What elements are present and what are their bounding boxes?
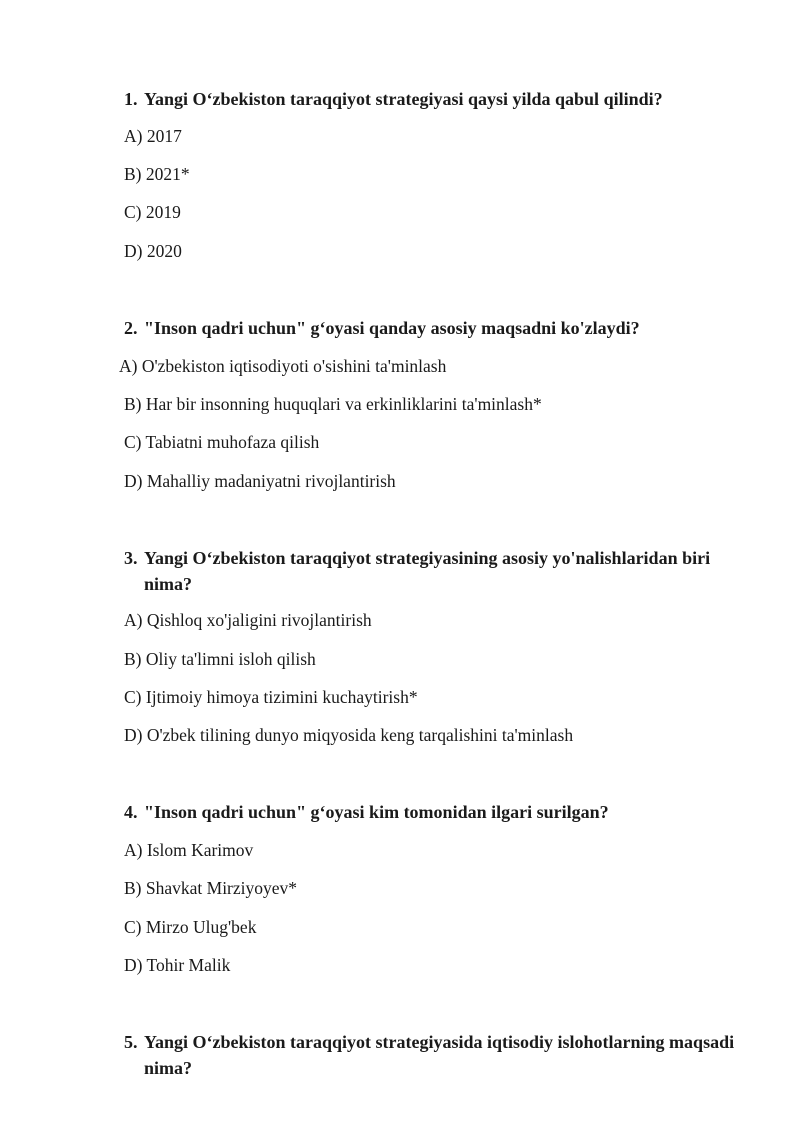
option-a: A) Islom Karimov bbox=[124, 840, 254, 860]
question-text: Yangi O‘zbekiston taraqqiyot strategiyasida iqtisodiy islohotlarning maqsadi nima? bbox=[144, 1032, 735, 1078]
option-d: D) Mahalliy madaniyatni rivojlantirish bbox=[124, 471, 396, 491]
question-number: 3. bbox=[124, 548, 138, 568]
question-number: 4. bbox=[124, 802, 138, 822]
question-5 bbox=[124, 1029, 744, 1081]
option-b: B) Har bir insonning huquqlari va erkinliklarini ta'minlash* bbox=[124, 394, 542, 414]
question-number: 1. bbox=[124, 89, 138, 109]
option-c: C) Tabiatni muhofaza qilish bbox=[124, 432, 320, 452]
option-a: A) Qishloq xo'jaligini rivojlantirish bbox=[124, 610, 372, 630]
option-c: C) Mirzo Ulug'bek bbox=[124, 917, 257, 937]
question-2 bbox=[124, 315, 744, 341]
question-text: Yangi O‘zbekiston taraqqiyot strategiyasining asosiy yo'nalishlaridan biri nima? bbox=[144, 548, 711, 594]
question-number: 5. bbox=[124, 1032, 138, 1052]
question-1 bbox=[124, 86, 744, 112]
option-c: C) 2019 bbox=[124, 202, 181, 222]
option-d: D) O'zbek tilining dunyo miqyosida keng tarqalishini ta'minlash bbox=[124, 725, 574, 745]
option-d: D) 2020 bbox=[124, 241, 182, 261]
option-d: D) Tohir Malik bbox=[124, 955, 231, 975]
question-4 bbox=[124, 799, 744, 825]
option-b: B) Oliy ta'limni isloh qilish bbox=[124, 649, 316, 669]
question-text: "Inson qadri uchun" g‘oyasi qanday asosiy maqsadni ko'zlaydi? bbox=[144, 318, 640, 338]
option-b: B) 2021* bbox=[124, 164, 190, 184]
question-text: Yangi O‘zbekiston taraqqiyot strategiyasi qaysi yilda qabul qilindi? bbox=[144, 89, 663, 109]
option-b: B) Shavkat Mirziyoyev* bbox=[124, 878, 298, 898]
option-a: A) O'zbekiston iqtisodiyoti o'sishini ta'minlash bbox=[119, 356, 447, 376]
question-3 bbox=[124, 545, 744, 597]
option-c: C) Ijtimoiy himoya tizimini kuchaytirish* bbox=[124, 687, 418, 707]
question-text: "Inson qadri uchun" g‘oyasi kim tomonidan ilgari surilgan? bbox=[144, 802, 609, 822]
option-a: A) 2017 bbox=[124, 126, 182, 146]
question-number: 2. bbox=[124, 318, 138, 338]
